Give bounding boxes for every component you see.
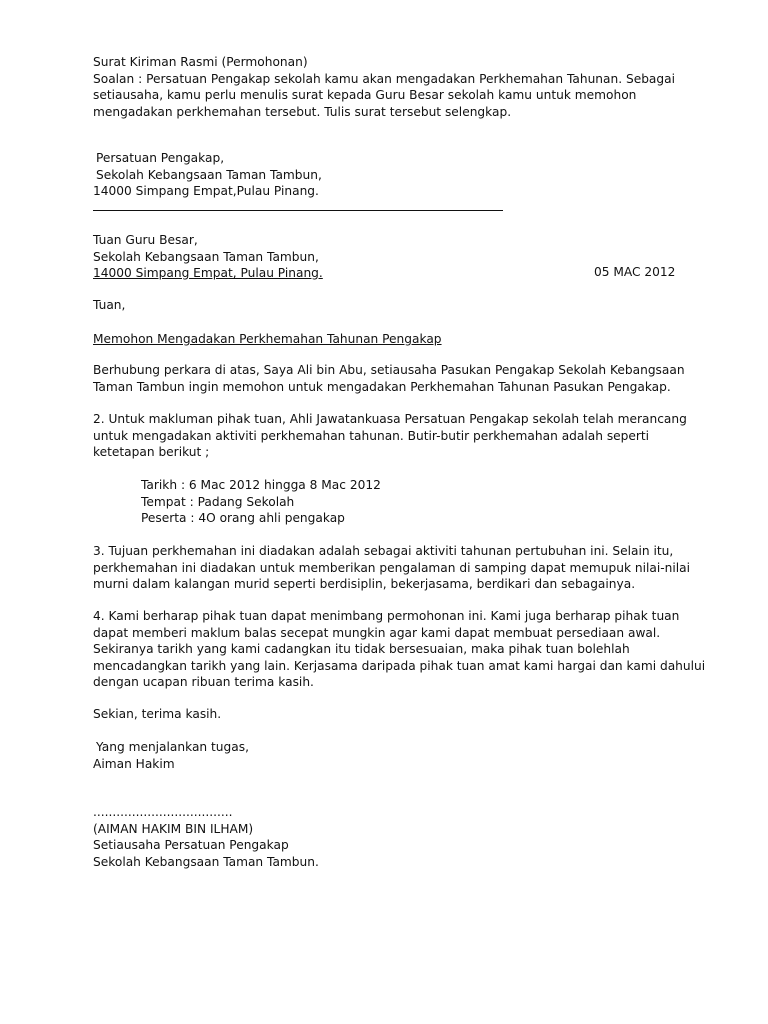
sign-off-name: Aiman Hakim [93,756,175,771]
doc-title: Surat Kiriman Rasmi (Permohonan) [93,55,308,69]
divider-line [93,210,503,211]
sender-line: Sekolah Kebangsaan Taman Tambun, [96,167,322,182]
recipient-line: 14000 Simpang Empat, Pulau Pinang. [93,266,323,280]
subject-heading [93,331,693,348]
question-line: mengadakan perkhemahan tersebut. Tulis surat tersebut selengkap. [93,104,512,119]
detail-date: Tarikh : 6 Mac 2012 hingga 8 Mac 2012 [141,478,381,492]
salutation-text: Tuan, [93,298,126,312]
paragraph-line: untuk mengadakan aktiviti perkhemahan tahunan. Butir-butir perkhemahan adalah seperti [93,428,650,443]
question-block [93,54,693,120]
detail-participants: Peserta : 4O orang ahli pengakap [141,511,345,525]
paragraph-line: dapat memberi maklum balas secepat mungkin agar kami dapat membuat persediaan awal. [93,625,661,640]
paragraph-line: Sekiranya tarikh yang kami cadangkan itu tidak bersesuaian, maka pihak tuan bolehlah [93,642,630,656]
letter-date: 05 MAC 2012 [594,265,676,279]
signature-dots: .................................... [93,805,233,819]
question-line: setiausaha, kamu perlu menulis surat kepada Guru Besar sekolah kamu untuk memohon [93,88,637,102]
question-line: Soalan : Persatuan Pengakap sekolah kamu akan mengadakan Perkhemahan Tahunan. Sebagai [93,71,675,86]
paragraph-line: 3. Tujuan perkhemahan ini diadakan adalah sebagai aktiviti tahunan pertubuhan ini. Selain itu, [93,544,674,558]
signatory-position: Setiausaha Persatuan Pengakap [93,838,289,852]
closing [93,706,693,723]
sender-line: Persatuan Pengakap, [96,151,225,165]
closing-text: Sekian, terima kasih. [93,707,222,721]
salutation [93,297,693,314]
paragraph-line: Taman Tambun ingin memohon untuk mengadakan Perkhemahan Tahunan Pasukan Pengakap. [93,379,671,394]
paragraph-line: perkhemahan ini diadakan untuk memberikan pengalaman di samping dapat memupuk nilai-nilai [93,560,691,575]
sender-address [93,150,693,200]
subject-text: Memohon Mengadakan Perkhemahan Tahunan Pengakap [93,332,442,346]
signatory-school: Sekolah Kebangsaan Taman Tambun. [93,854,319,869]
paragraph-line: 4. Kami berharap pihak tuan dapat menimbang permohonan ini. Kami juga berharap pihak tuan [93,609,680,623]
paragraph-line: dengan ucapan ribuan terima kasih. [93,675,314,689]
paragraph-line: 2. Untuk makluman pihak tuan, Ahli Jawatankuasa Persatuan Pengakap sekolah telah merancang [93,412,687,426]
paragraph-3 [93,543,693,593]
paragraph-1 [93,362,693,395]
camp-details [93,477,693,527]
signature-block [93,804,693,870]
sign-off-line: Yang menjalankan tugas, [96,740,249,754]
paragraph-line: mencadangkan tarikh yang lain. Kerjasama daripada pihak tuan amat kami hargai dan kami dahului [93,658,706,673]
paragraph-line: Berhubung perkara di atas, Saya Ali bin Abu, setiausaha Pasukan Pengakap Sekolah Kebangsaan [93,363,685,377]
detail-place: Tempat : Padang Sekolah [141,494,295,509]
signatory-name: (AIMAN HAKIM BIN ILHAM) [93,821,254,836]
recipient-line: Sekolah Kebangsaan Taman Tambun, [93,249,319,264]
recipient-line: Tuan Guru Besar, [93,233,198,247]
sign-off [93,739,693,772]
sender-line: 14000 Simpang Empat,Pulau Pinang. [93,184,319,198]
paragraph-4 [93,608,706,691]
paragraph-line: ketetapan berikut ; [93,445,210,459]
paragraph-line: murni dalam kalangan murid seperti berdisiplin, bekerjasama, berdikari dan sebagainya. [93,577,636,591]
paragraph-2 [93,411,693,461]
